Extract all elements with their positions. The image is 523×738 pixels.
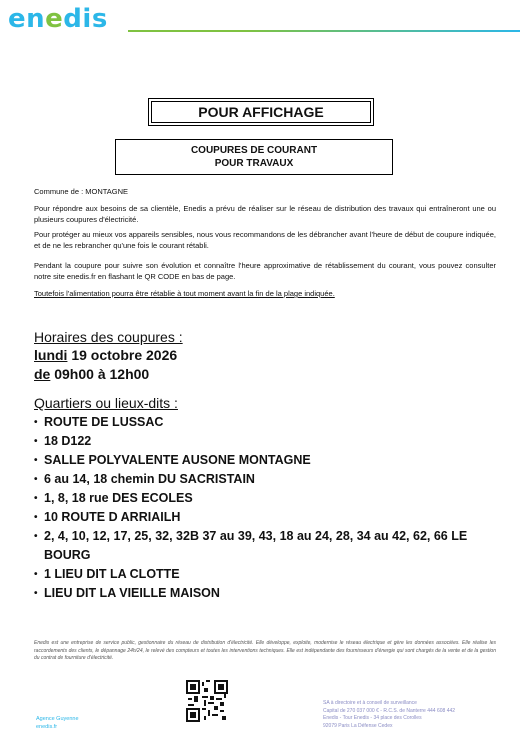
commune-label: Commune de : MONTAGNE — [34, 187, 129, 196]
list-item: • LIEU DIT LA VIEILLE MAISON — [34, 584, 496, 603]
list-item: • 6 au 14, 18 chemin DU SACRISTAIN — [34, 470, 496, 489]
list-item: • 18 D122 — [34, 432, 496, 451]
list-item: • 1 LIEU DIT LA CLOTTE — [34, 565, 496, 584]
bullet-icon: • — [34, 531, 38, 542]
horaires-from: de — [34, 366, 51, 382]
list-item: • SALLE POLYVALENTE AUSONE MONTAGNE — [34, 451, 496, 470]
title-box — [148, 98, 374, 126]
bullet-icon: • — [34, 474, 38, 485]
paragraph-protection: Pour protéger au mieux vos appareils sensibles, nous vous recommandons de les débrancher avant l'heure de début de coupure indiquée, et de ne les rebrancher qu'une fois le courant rétabli. — [34, 230, 496, 250]
paragraph-intro: Pour répondre aux besoins de sa clientèle, Enedis a prévu de réaliser sur le réseau de distribution des travaux qui entraîneront une ou plusieurs coupures d'électricité. — [34, 204, 496, 224]
corp-line: Capital de 270 037 000 € - R.C.S. de Nanterre 444 608 442 — [323, 707, 456, 714]
corporate-info — [323, 700, 455, 730]
corp-line: Enedis - Tour Enedis - 34 place des Corolles — [323, 715, 422, 721]
horaires-label: Horaires des coupures : — [34, 329, 183, 345]
footer-disclaimer: Enedis est une entreprise de service public, gestionnaire du réseau de distribution d'électricité. Elle développe, exploite, modernise le réseau électrique et gère les données associées. Elle réalise les raccordements des clients, le dépannage 24h/24, le relevé des compteurs et toutes les interventions techniques. Elle est indépendante des fournisseurs d'énergie qui sont chargés de la vente et de la gestion du contrat de fourniture d'électricité. — [34, 640, 496, 661]
header-divider — [128, 30, 520, 32]
list-item: • 2, 4, 10, 12, 17, 25, 32, 32B 37 au 39, 43, 18 au 24, 28, 34 au 42, 62, 66 LE BOURG — [34, 527, 496, 565]
bullet-icon: • — [34, 588, 38, 599]
list-item: • ROUTE DE LUSSAC — [34, 413, 496, 432]
quartiers-list — [34, 413, 496, 603]
subtitle-line2: POUR TRAVAUX — [214, 158, 294, 169]
list-item: • 1, 8, 18 rue DES ECOLES — [34, 489, 496, 508]
horaires-time — [34, 366, 149, 382]
quartiers-label: Quartiers ou lieux-dits : — [34, 395, 178, 411]
title-pour-affichage: POUR AFFICHAGE — [151, 101, 371, 123]
horaires-day: lundi — [34, 347, 68, 363]
corp-line: 92079 Paris La Défense Cedex — [323, 722, 393, 729]
bullet-icon: • — [34, 493, 38, 504]
subtitle-box — [115, 139, 393, 175]
corp-line: SA à directoire et à conseil de surveillance — [323, 700, 417, 706]
bullet-icon: • — [34, 436, 38, 447]
horaires-date — [34, 347, 177, 363]
paragraph-suivi: Pendant la coupure pour suivre son évolution et connaître l'heure approximative de rétablissement du courant, vous pouvez consulter notre site enedis.fr en flashant le QR CODE en bas de page. — [34, 261, 496, 281]
agence-name: Agence Guyenne — [36, 716, 79, 722]
agence-website[interactable]: enedis.fr — [36, 724, 58, 730]
list-item: • 10 ROUTE D ARRIAILH — [34, 508, 496, 527]
bullet-icon: • — [34, 417, 38, 428]
bullet-icon: • — [34, 512, 38, 523]
bullet-icon: • — [34, 455, 38, 466]
horaires-time-value: 09h00 à 12h00 — [54, 366, 150, 382]
logo-text: enedis — [8, 4, 108, 34]
horaires-date-value: 19 octobre 2026 — [71, 347, 178, 363]
paragraph-warning: Toutefois l'alimentation pourra être rétablie à tout moment avant la fin de la plage indiquée. — [34, 289, 335, 298]
subtitle-line1: COUPURES DE COURANT — [190, 145, 318, 156]
enedis-logo — [8, 4, 108, 34]
bullet-icon: • — [34, 569, 38, 580]
agence-info — [36, 715, 79, 731]
qr-code-icon[interactable] — [186, 680, 228, 722]
